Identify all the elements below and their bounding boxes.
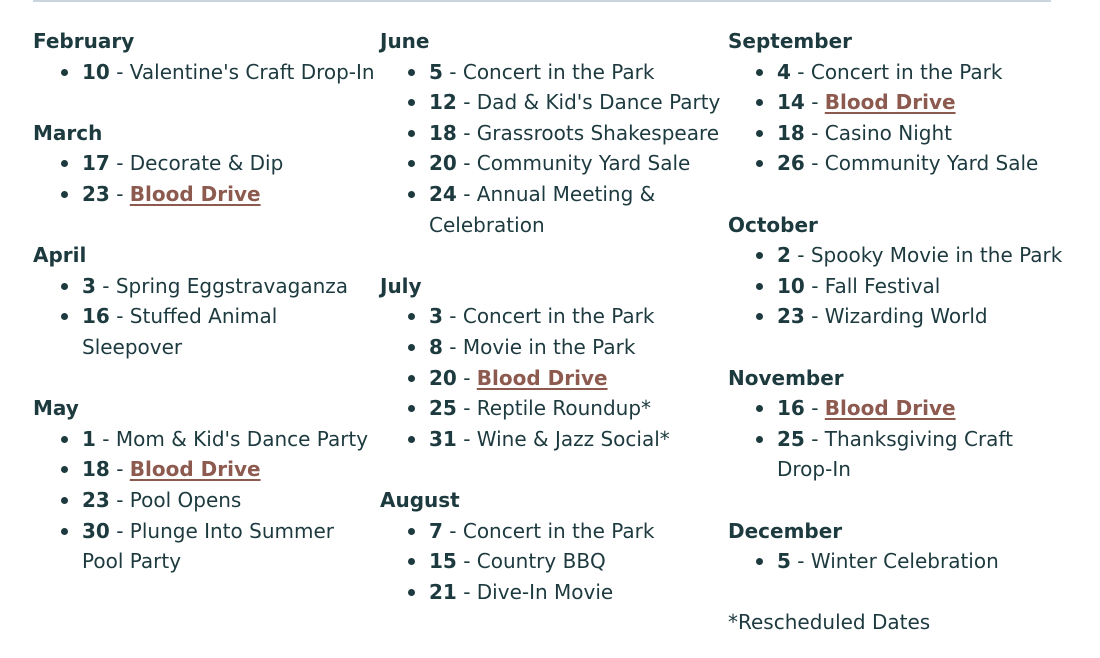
event-item bbox=[777, 57, 1073, 88]
event-separator: - bbox=[456, 181, 477, 206]
event-title: Fall Festival bbox=[824, 273, 941, 298]
event-day: 31 bbox=[429, 426, 457, 451]
event-separator: - bbox=[804, 304, 825, 329]
event-item bbox=[777, 148, 1073, 179]
event-day: 25 bbox=[777, 426, 805, 451]
event-item bbox=[429, 363, 725, 394]
blood-drive-link[interactable]: Blood Drive bbox=[129, 181, 261, 206]
event-title: Pool Opens bbox=[129, 487, 242, 512]
event-item bbox=[82, 424, 378, 455]
events-column-1 bbox=[33, 26, 378, 607]
event-separator: - bbox=[442, 334, 463, 359]
top-divider bbox=[33, 0, 1051, 2]
event-item bbox=[429, 577, 725, 608]
event-day: 8 bbox=[429, 334, 443, 359]
event-list bbox=[33, 148, 378, 209]
events-column-3 bbox=[728, 26, 1073, 638]
event-item bbox=[777, 118, 1073, 149]
event-item bbox=[429, 546, 725, 577]
event-day: 26 bbox=[777, 151, 805, 176]
event-separator: - bbox=[109, 151, 130, 176]
blood-drive-link[interactable]: Blood Drive bbox=[824, 396, 956, 421]
event-day: 15 bbox=[429, 549, 457, 574]
event-title: Concert in the Park bbox=[462, 518, 655, 543]
event-item bbox=[429, 424, 725, 455]
event-item bbox=[777, 393, 1073, 424]
event-item bbox=[82, 179, 378, 210]
event-list bbox=[380, 301, 725, 454]
event-list bbox=[380, 57, 725, 241]
event-separator: - bbox=[109, 487, 130, 512]
event-separator: - bbox=[790, 59, 811, 84]
event-title: Wine & Jazz Social* bbox=[476, 426, 670, 451]
event-title: Dive-In Movie bbox=[476, 579, 614, 604]
event-item bbox=[82, 148, 378, 179]
event-title: Reptile Roundup* bbox=[476, 396, 652, 421]
event-title: Country BBQ bbox=[476, 549, 606, 574]
event-separator: - bbox=[109, 59, 130, 84]
event-item bbox=[429, 301, 725, 332]
event-separator: - bbox=[456, 151, 477, 176]
event-title: Mom & Kid's Dance Party bbox=[115, 426, 369, 451]
rescheduled-footnote: *Rescheduled Dates bbox=[728, 610, 931, 635]
event-item bbox=[429, 332, 725, 363]
event-list bbox=[33, 57, 378, 88]
event-list bbox=[33, 424, 378, 577]
month-section-november bbox=[728, 363, 1073, 485]
event-item bbox=[429, 57, 725, 88]
event-day: 7 bbox=[429, 518, 443, 543]
event-day: 23 bbox=[82, 181, 110, 206]
event-item bbox=[82, 454, 378, 485]
blood-drive-link[interactable]: Blood Drive bbox=[129, 457, 261, 482]
event-list bbox=[380, 516, 725, 608]
month-section-october bbox=[728, 210, 1073, 332]
event-item bbox=[429, 393, 725, 424]
event-title: Concert in the Park bbox=[810, 59, 1003, 84]
event-title: Stuffed Animal Sleepover bbox=[82, 304, 278, 359]
month-heading: October bbox=[728, 212, 818, 237]
event-separator: - bbox=[442, 518, 463, 543]
event-item bbox=[777, 546, 1073, 577]
event-title: Valentine's Craft Drop-In bbox=[129, 59, 375, 84]
event-day: 16 bbox=[82, 304, 110, 329]
month-heading: September bbox=[728, 29, 852, 53]
event-day: 1 bbox=[82, 426, 96, 451]
event-item bbox=[429, 179, 725, 240]
blood-drive-link[interactable]: Blood Drive bbox=[824, 90, 956, 115]
event-day: 24 bbox=[429, 181, 457, 206]
event-item bbox=[429, 87, 725, 118]
event-separator: - bbox=[442, 304, 463, 329]
event-list bbox=[728, 57, 1073, 179]
month-heading: May bbox=[33, 396, 79, 421]
event-item bbox=[429, 516, 725, 547]
month-section-july bbox=[380, 271, 725, 455]
event-item bbox=[777, 301, 1073, 332]
event-list bbox=[728, 240, 1073, 332]
event-day: 17 bbox=[82, 151, 110, 176]
event-day: 23 bbox=[777, 304, 805, 329]
event-title: Wizarding World bbox=[824, 304, 988, 329]
event-day: 30 bbox=[82, 518, 110, 543]
event-day: 25 bbox=[429, 396, 457, 421]
event-day: 20 bbox=[429, 151, 457, 176]
event-title: Decorate & Dip bbox=[129, 151, 284, 176]
event-item bbox=[429, 148, 725, 179]
event-separator: - bbox=[442, 59, 463, 84]
event-list bbox=[33, 271, 378, 363]
event-separator: - bbox=[456, 396, 477, 421]
month-section-june bbox=[380, 26, 725, 240]
month-section-april bbox=[33, 240, 378, 362]
event-day: 10 bbox=[82, 59, 110, 84]
event-title: Community Yard Sale bbox=[476, 151, 691, 176]
event-day: 12 bbox=[429, 90, 457, 115]
event-separator: - bbox=[804, 396, 825, 421]
event-item bbox=[777, 87, 1073, 118]
event-list bbox=[728, 393, 1073, 485]
event-day: 20 bbox=[429, 365, 457, 390]
month-heading: December bbox=[728, 518, 843, 543]
event-day: 3 bbox=[429, 304, 443, 329]
event-separator: - bbox=[95, 426, 116, 451]
event-title: Spooky Movie in the Park bbox=[810, 243, 1063, 268]
event-item bbox=[82, 57, 378, 88]
month-section-december bbox=[728, 516, 1073, 577]
month-heading: November bbox=[728, 365, 844, 390]
event-title: Plunge Into Summer Pool Party bbox=[82, 518, 334, 574]
event-separator: - bbox=[109, 181, 130, 206]
event-item bbox=[82, 271, 378, 302]
event-title: Grassroots Shakespeare bbox=[476, 120, 720, 145]
month-section-may bbox=[33, 393, 378, 577]
events-column-2 bbox=[380, 26, 725, 638]
event-separator: - bbox=[456, 549, 477, 574]
event-day: 3 bbox=[82, 273, 96, 298]
event-title: Concert in the Park bbox=[462, 304, 655, 329]
event-separator: - bbox=[456, 90, 477, 115]
event-day: 14 bbox=[777, 90, 805, 115]
blood-drive-link[interactable]: Blood Drive bbox=[476, 365, 608, 390]
event-item bbox=[82, 301, 378, 362]
event-separator: - bbox=[456, 120, 477, 145]
event-title: Dad & Kid's Dance Party bbox=[476, 90, 721, 115]
event-day: 18 bbox=[82, 457, 110, 482]
month-heading: June bbox=[380, 29, 430, 53]
month-heading: February bbox=[33, 29, 135, 53]
event-title: Community Yard Sale bbox=[824, 151, 1039, 176]
event-separator: - bbox=[109, 457, 130, 482]
month-heading: April bbox=[33, 243, 87, 268]
event-day: 5 bbox=[777, 549, 791, 574]
event-separator: - bbox=[109, 304, 130, 329]
month-heading: March bbox=[33, 120, 103, 145]
event-day: 16 bbox=[777, 396, 805, 421]
month-section-september bbox=[728, 26, 1073, 179]
event-day: 23 bbox=[82, 487, 110, 512]
event-item bbox=[82, 485, 378, 516]
month-section-august bbox=[380, 485, 725, 607]
event-separator: - bbox=[804, 90, 825, 115]
event-title: Spring Eggstravaganza bbox=[115, 273, 348, 298]
event-item bbox=[777, 424, 1073, 485]
event-separator: - bbox=[790, 549, 811, 574]
event-separator: - bbox=[109, 518, 130, 543]
event-item bbox=[777, 240, 1073, 271]
month-section-february bbox=[33, 26, 378, 87]
event-day: 18 bbox=[429, 120, 457, 145]
event-title: Winter Celebration bbox=[810, 549, 999, 574]
event-title: Thanksgiving Craft Drop-In bbox=[777, 426, 1013, 482]
event-day: 5 bbox=[429, 59, 443, 84]
event-title: Casino Night bbox=[824, 120, 952, 145]
event-separator: - bbox=[804, 151, 825, 176]
event-separator: - bbox=[456, 365, 477, 390]
event-separator: - bbox=[456, 579, 477, 604]
event-separator: - bbox=[804, 426, 825, 451]
event-day: 10 bbox=[777, 273, 805, 298]
event-item bbox=[429, 118, 725, 149]
event-list bbox=[728, 546, 1073, 577]
event-title: Movie in the Park bbox=[462, 334, 636, 359]
event-separator: - bbox=[804, 273, 825, 298]
month-heading: July bbox=[380, 273, 422, 298]
event-title: Concert in the Park bbox=[462, 59, 655, 84]
event-separator: - bbox=[790, 243, 811, 268]
month-heading: August bbox=[380, 487, 460, 512]
event-day: 21 bbox=[429, 579, 457, 604]
event-day: 2 bbox=[777, 243, 791, 268]
event-separator: - bbox=[804, 120, 825, 145]
event-day: 4 bbox=[777, 59, 791, 84]
event-separator: - bbox=[456, 426, 477, 451]
event-item bbox=[777, 271, 1073, 302]
event-title: Annual Meeting & Celebration bbox=[429, 181, 656, 237]
month-section-march bbox=[33, 118, 378, 210]
event-item bbox=[82, 516, 378, 577]
event-separator: - bbox=[95, 273, 116, 298]
event-day: 18 bbox=[777, 120, 805, 145]
